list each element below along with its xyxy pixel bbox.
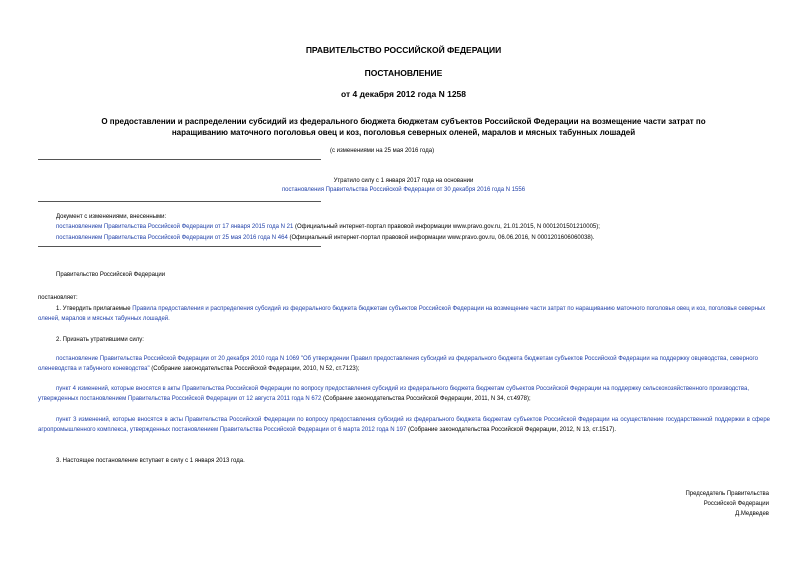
repealed-item-1	[38, 354, 770, 374]
amendment-source: (Официальный интернет-портал правовой информации www.pravo.gov.ru, 21.01.2015, N 0001201501210005);	[293, 224, 600, 230]
divider	[38, 201, 321, 202]
signature-title: Председатель Правительства	[685, 491, 769, 497]
paragraph-1	[38, 304, 770, 324]
amendment-item	[56, 233, 594, 243]
repealed-source: (Собрание законодательства Российской Федерации, 2011, N 34, ст.4978);	[321, 396, 531, 402]
rules-link[interactable]: Правила предоставления и распределения субсидий из федерального бюджета бюджетам субъектов Российской Федерации на возмещение части затрат по наращиванию маточного поголовья овец и коз, поголовья северных оленей, маралов и мясных табунных лошадей.	[38, 306, 766, 322]
repealed-link[interactable]: пункт 3 изменений, которые вносятся в акты Правительства Российской Федерации по вопросу предоставления субсидий из федерального бюджета бюджетам субъектов Российской Федерации на осуществление государственной поддержки в сфере агропромышленного комплекса, утвержденных постановлением Правительства Российской Федерации от 6 марта 2012 года N 197	[38, 417, 770, 433]
expired-basis-link[interactable]: постановления Правительства Российской Федерации от 30 декабря 2016 года N 1556	[281, 187, 526, 193]
decides-label: постановляет:	[38, 295, 78, 301]
expired-notice: Утратило силу с 1 января 2017 года на основании	[333, 178, 474, 184]
amendment-source: (Официальный интернет-портал правовой информации www.pravo.gov.ru, 06.06.2016, N 0001201606060038).	[287, 235, 595, 241]
divider	[38, 159, 321, 160]
title-line-2: наращиванию маточного поголовья овец и коз, поголовья северных оленей, маралов и мясных табунных лошадей	[171, 128, 636, 137]
government-subject: Правительство Российской Федерации	[56, 272, 166, 278]
paragraph-3: 3. Настоящее постановление вступает в силу с 1 января 2013 года.	[56, 458, 245, 464]
amended-note: (с изменениями на 25 мая 2016 года)	[330, 148, 435, 154]
amendments-intro: Документ с изменениями, внесенными:	[56, 214, 167, 220]
paragraph-2: 2. Признать утратившими силу:	[56, 337, 144, 343]
repealed-source: (Собрание законодательства Российской Федерации, 2012, N 13, ст.1517).	[406, 427, 617, 433]
repealed-item-2	[38, 384, 770, 404]
document-date-number: от 4 декабря 2012 года N 1258	[340, 89, 467, 99]
divider	[38, 246, 321, 247]
title-line-1: О предоставлении и распределении субсидий из федерального бюджета бюджетам субъектов Российской Федерации на возмещение части затрат по	[101, 117, 706, 126]
repealed-source: (Собрание законодательства Российской Федерации, 2010, N 52, ст.7123);	[149, 366, 360, 372]
repealed-link[interactable]: постановление Правительства Российской Федерации от 20 декабря 2010 года N 1069 "Об утверждении Правил предоставления субсидий из федерального бюджета бюджетам субъектов Российской Федерации на поддержку овцеводства, северного оленеводства и табунного коневодства"	[38, 356, 758, 372]
paragraph-1-prefix: 1. Утвердить прилагаемые	[56, 306, 133, 312]
amendment-item	[56, 222, 600, 232]
amendment-link[interactable]: постановлением Правительства Российской Федерации от 17 января 2015 года N 21	[56, 224, 294, 230]
repealed-link[interactable]: пункт 4 изменений, которые вносятся в акты Правительства Российской Федерации по вопросу предоставления субсидий из федерального бюджета бюджетам субъектов Российской Федерации на поддержку сельскохозяйственного производства, утвержденных постановлением Правительства Российской Федерации от 12 августа 2011 года N 672	[38, 386, 750, 402]
amendment-link[interactable]: постановлением Правительства Российской Федерации от 25 мая 2016 года N 464	[56, 235, 288, 241]
signature-name: Д.Медведев	[735, 511, 769, 517]
repealed-item-3	[38, 415, 770, 435]
government-heading: ПРАВИТЕЛЬСТВО РОССИЙСКОЙ ФЕДЕРАЦИИ	[305, 45, 502, 55]
signature-country: Российской Федерации	[703, 501, 769, 507]
document-type: ПОСТАНОВЛЕНИЕ	[364, 68, 443, 78]
document-title	[0, 116, 807, 138]
signature-block	[685, 489, 769, 519]
